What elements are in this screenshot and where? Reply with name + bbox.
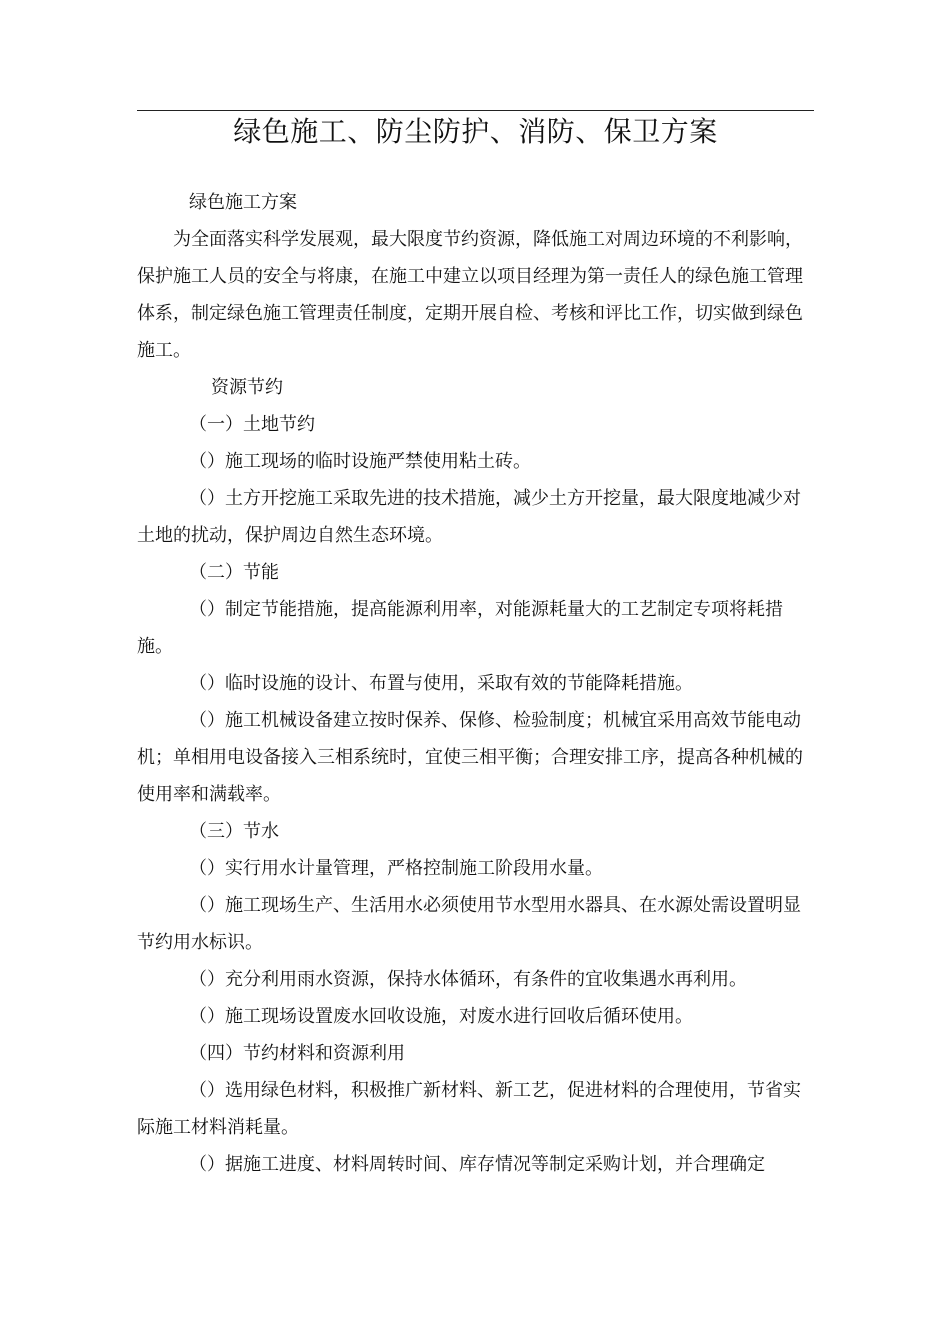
list-item: （）临时设施的设计、布置与使用，采取有效的节能降耗措施。 bbox=[189, 673, 693, 694]
list-item: （）充分利用雨水资源，保持水体循环，有条件的宜收集遇水再利用。 bbox=[189, 969, 747, 990]
list-item: （）实行用水计量管理，严格控制施工阶段用水量。 bbox=[189, 858, 603, 879]
header-rule bbox=[137, 110, 814, 111]
list-item: （）施工现场生产、生活用水必须使用节水型用水器具、在水源处需设置明显节约用水标识。 bbox=[137, 895, 801, 953]
list-item: （）据施工进度、材料周转时间、库存情况等制定采购计划，并合理确定 bbox=[189, 1154, 765, 1175]
list-item: （）选用绿色材料，积极推广新材料、新工艺，促进材料的合理使用，节省实际施工材料消耗量。 bbox=[137, 1080, 801, 1138]
list-item: （）制定节能措施，提高能源利用率，对能源耗量大的工艺制定专项将耗措施。 bbox=[137, 599, 783, 657]
list-item: （）土方开挖施工采取先进的技术措施，减少土方开挖量，最大限度地减少对土地的扰动，保护周边自然生态环境。 bbox=[137, 488, 801, 546]
list-item: （）施工机械设备建立按时保养、保修、检验制度；机械宜采用高效节能电动机；单相用电设备接入三相系统时，宜使三相平衡；合理安排工序，提高各种机械的使用率和满载率。 bbox=[137, 710, 803, 805]
section-heading-green-construction: 绿色施工方案 bbox=[189, 192, 297, 213]
document-body bbox=[137, 184, 814, 1183]
list-item: （）施工现场的临时设施严禁使用粘土砖。 bbox=[189, 451, 531, 472]
subsection-water-saving: （三）节水 bbox=[189, 821, 279, 842]
subsection-land-saving: （一）土地节约 bbox=[189, 414, 315, 435]
paragraph-intro: 为全面落实科学发展观，最大限度节约资源，降低施工对周边环境的不利影响，保护施工人员的安全与将康，在施工中建立以项目经理为第一责任人的绿色施工管理体系，制定绿色施工管理责任制度，定期开展自检、考核和评比工作，切实做到绿色施工。 bbox=[137, 229, 803, 361]
subsection-energy-saving: （二）节能 bbox=[189, 562, 279, 583]
subsection-material-saving: （四）节约材料和资源利用 bbox=[189, 1043, 405, 1064]
page-title: 绿色施工、防尘防护、消防、保卫方案 bbox=[233, 115, 718, 148]
section-heading-resource-saving: 资源节约 bbox=[211, 377, 283, 398]
list-item: （）施工现场设置废水回收设施，对废水进行回收后循环使用。 bbox=[189, 1006, 693, 1027]
